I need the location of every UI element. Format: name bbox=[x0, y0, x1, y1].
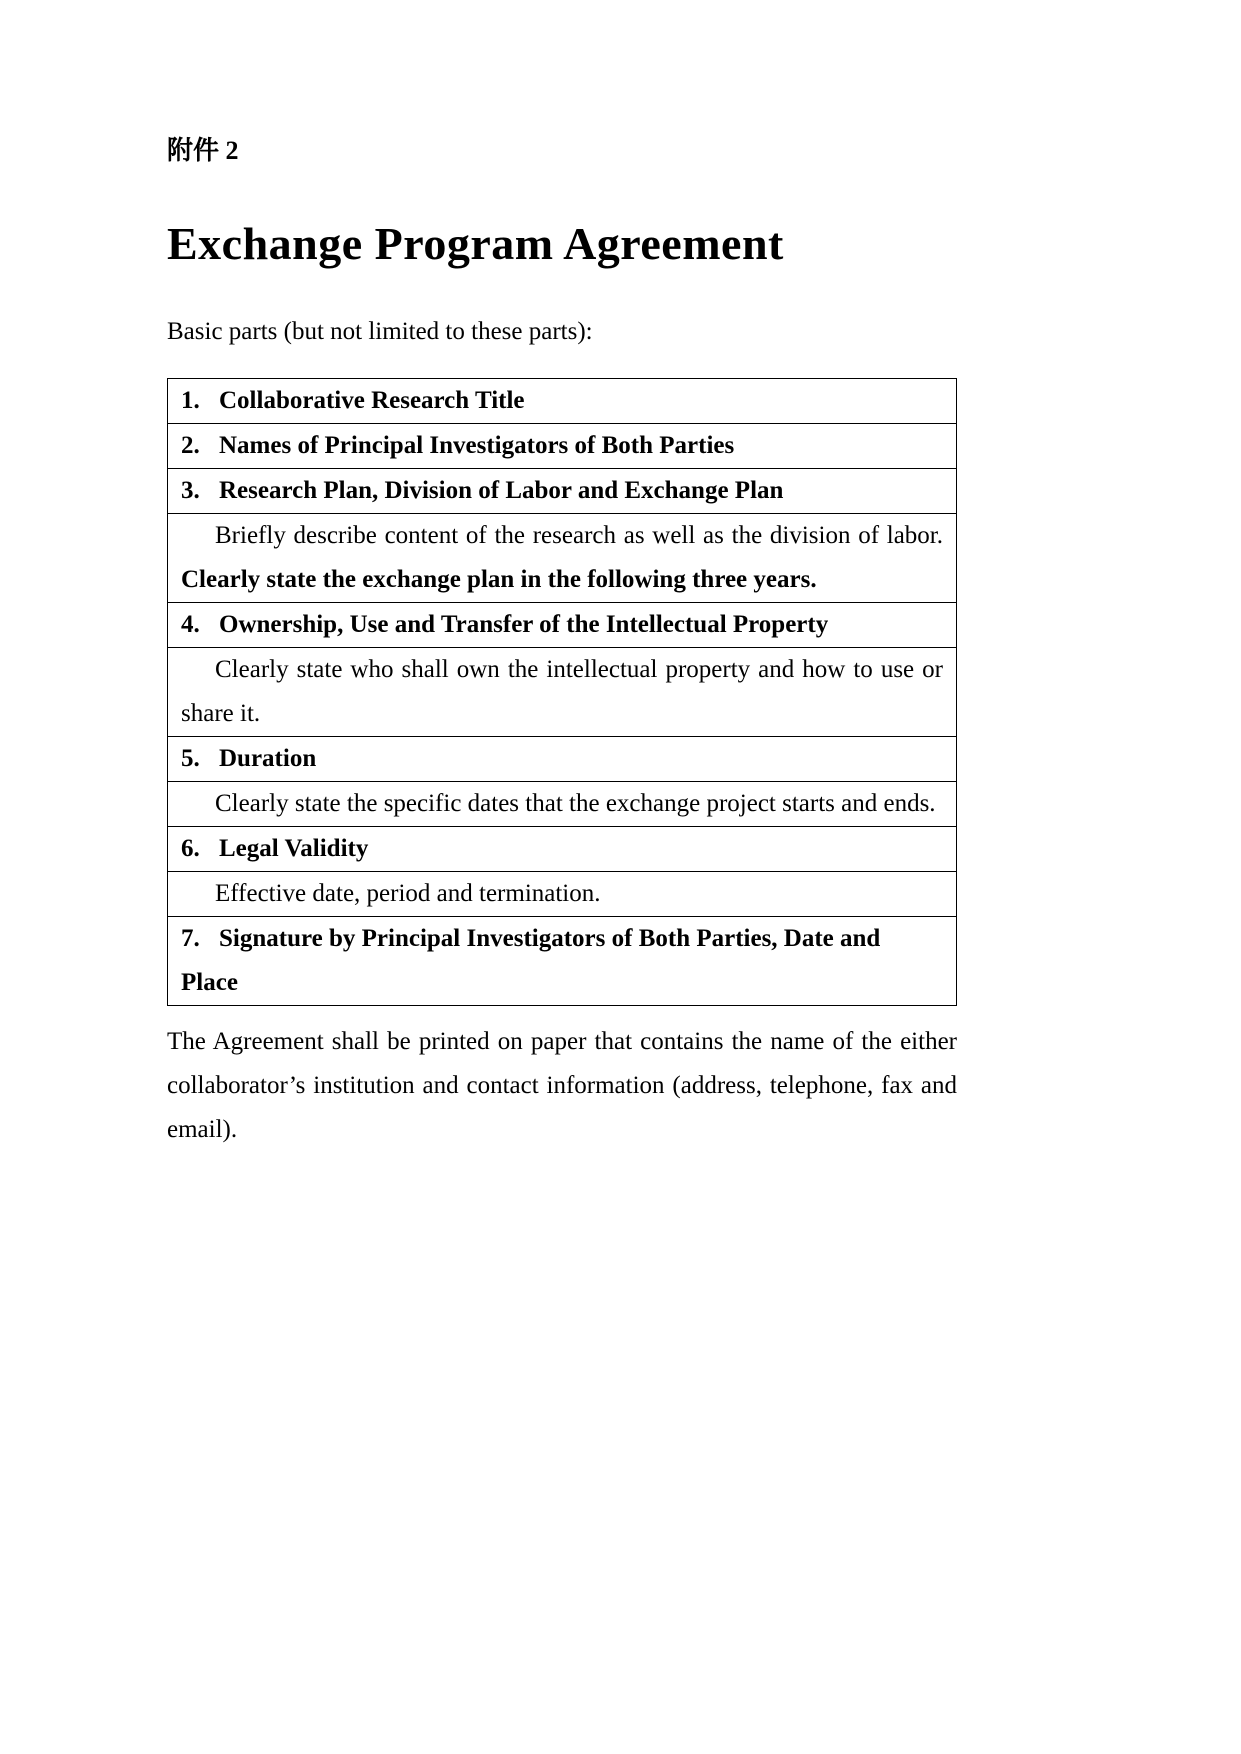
row-label: Legal Validity bbox=[219, 835, 369, 862]
table-row-heading-7 bbox=[168, 917, 956, 1005]
row-label: Ownership, Use and Transfer of the Intellectual Property bbox=[219, 611, 829, 638]
table-row-description-4 bbox=[168, 648, 956, 737]
table-row-heading-2 bbox=[168, 424, 956, 469]
table-row-heading-4 bbox=[168, 603, 956, 648]
table-row-heading-1 bbox=[168, 379, 956, 424]
row-label: Duration bbox=[219, 745, 317, 772]
row-number: 3. bbox=[181, 477, 200, 504]
table-row-heading-5 bbox=[168, 737, 956, 782]
table-row-heading-6 bbox=[168, 827, 956, 872]
table-row-description-5 bbox=[168, 782, 956, 827]
agreement-parts-table bbox=[167, 378, 957, 1006]
page-title: Exchange Program Agreement bbox=[167, 218, 784, 269]
row-label: Collaborative Research Title bbox=[219, 387, 525, 414]
document-content bbox=[167, 130, 957, 1152]
footer-paragraph: The Agreement shall be printed on paper that contains the name of the either collaborator’s institution and contact information (address, telephone, fax and email). bbox=[167, 1028, 957, 1143]
row-number: 7. bbox=[181, 925, 200, 952]
row-number: 4. bbox=[181, 611, 200, 638]
row-label: Signature by Principal Investigators of Both Parties, Date and Place bbox=[181, 925, 881, 996]
row-number: 5. bbox=[181, 745, 200, 772]
row-number: 2. bbox=[181, 432, 200, 459]
table-row-heading-3 bbox=[168, 469, 956, 514]
description-text: Briefly describe content of the research as well as the division of labor. bbox=[215, 522, 943, 549]
description-text: Clearly state who shall own the intellectual property and how to use or share it. bbox=[181, 656, 943, 727]
row-label: Research Plan, Division of Labor and Exchange Plan bbox=[219, 477, 784, 504]
intro-text: Basic parts (but not limited to these parts): bbox=[167, 318, 593, 345]
description-text: Effective date, period and termination. bbox=[215, 880, 601, 907]
table-row-description-3 bbox=[168, 514, 956, 603]
table-row-description-6 bbox=[168, 872, 956, 917]
attachment-label: 附件 2 bbox=[167, 136, 239, 165]
description-text-bold: Clearly state the exchange plan in the following three years. bbox=[181, 566, 817, 593]
row-number: 1. bbox=[181, 387, 200, 414]
row-label: Names of Principal Investigators of Both Parties bbox=[219, 432, 735, 459]
description-text: Clearly state the specific dates that the exchange project starts and ends. bbox=[215, 790, 936, 817]
row-number: 6. bbox=[181, 835, 200, 862]
